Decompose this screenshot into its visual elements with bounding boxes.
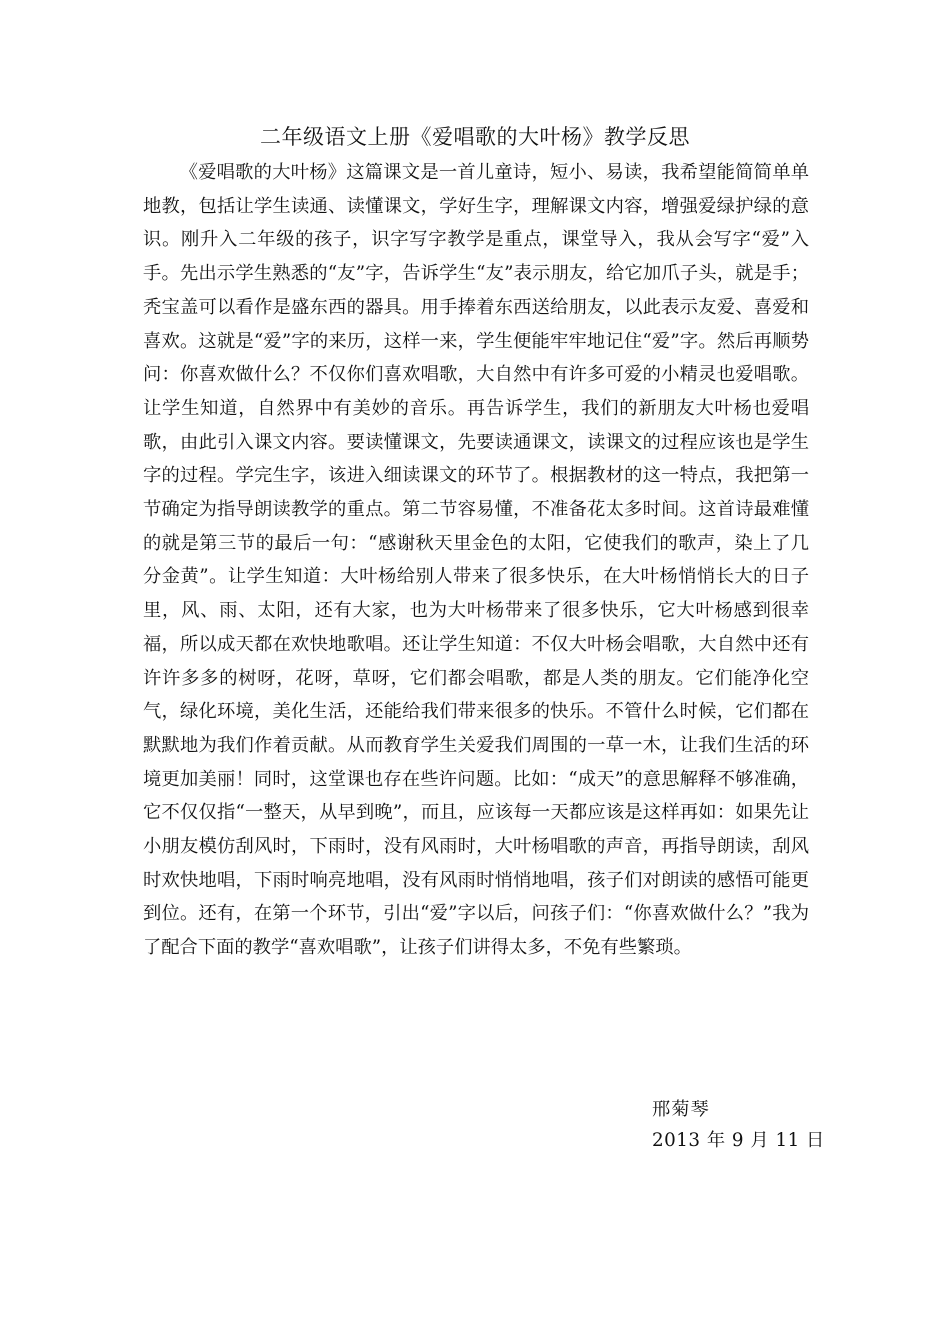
- document-title: 二年级语文上册《爱唱歌的大叶杨》教学反思: [260, 125, 690, 149]
- author-name: 邢菊琴: [652, 1099, 710, 1120]
- document-date: 2013 年 9 月 11 日: [652, 1130, 825, 1151]
- body-paragraph: 《爱唱歌的大叶杨》这篇课文是一首儿童诗，短小、易读，我希望能简简单单地教，包括让学生读通、读懂课文，学好生字，理解课文内容，增强爱绿护绿的意识。刚升入二年级的孩子，识字写字教学是重点，课堂导入，我从会写字“爱”入手。先出示学生熟悉的“友”字，告诉学生“友”表示朋友，给它加爪子头，就是手；秃宝盖可以看作是盛东西的器具。用手捧着东西送给朋友，以此表示友爱、喜爱和喜欢。这就是“爱”字的来历，这样一来，学生便能牢牢地记住“爱”字。然后再顺势问：你喜欢做什么？不仅你们喜欢唱歌，大自然中有许多可爱的小精灵也爱唱歌。让学生知道，自然界中有美妙的音乐。再告诉学生，我们的新朋友大叶杨也爱唱歌，由此引入课文内容。要读懂课文，先要读通课文，读课文的过程应该也是学生字的过程。学完生字，该进入细读课文的环节了。根据教材的这一特点，我把第一节确定为指导朗读教学的重点。第二节容易懂，不准备花太多时间。这首诗最难懂的就是第三节的最后一句：“感谢秋天里金色的太阳，它使我们的歌声，染上了几分金黄”。让学生知道：大叶杨给别人带来了很多快乐，在大叶杨悄悄长大的日子里，风、雨、太阳，还有大家，也为大叶杨带来了很多快乐，它大叶杨感到很幸福，所以成天都在欢快地歌唱。还让学生知道：不仅大叶杨会唱歌，大自然中还有许许多多的树呀，花呀，草呀，它们都会唱歌，都是人类的朋友。它们能净化空气，绿化环境，美化生活，还能给我们带来很多的快乐。不管什么时候，它们都在默默地为我们作着贡献。从而教育学生关爱我们周围的一草一木，让我们生活的环境更加美丽！同时，这堂课也存在些许问题。比如：“成天”的意思解释不够准确，它不仅仅指“一整天，从早到晚”，而且，应该每一天都应该是这样再如：如果先让小朋友模仿刮风时，下雨时，没有风雨时，大叶杨唱歌的声音，再指导朗读，刮风时欢快地唱，下雨时响亮地唱，没有风雨时悄悄地唱，孩子们对朗读的感悟可能更到位。还有，在第一个环节，引出“爱”字以后，问孩子们：“你喜欢做什么？”我为了配合下面的教学“喜欢唱歌”，让孩子们讲得太多，不免有些繁琐。: [143, 162, 809, 959]
